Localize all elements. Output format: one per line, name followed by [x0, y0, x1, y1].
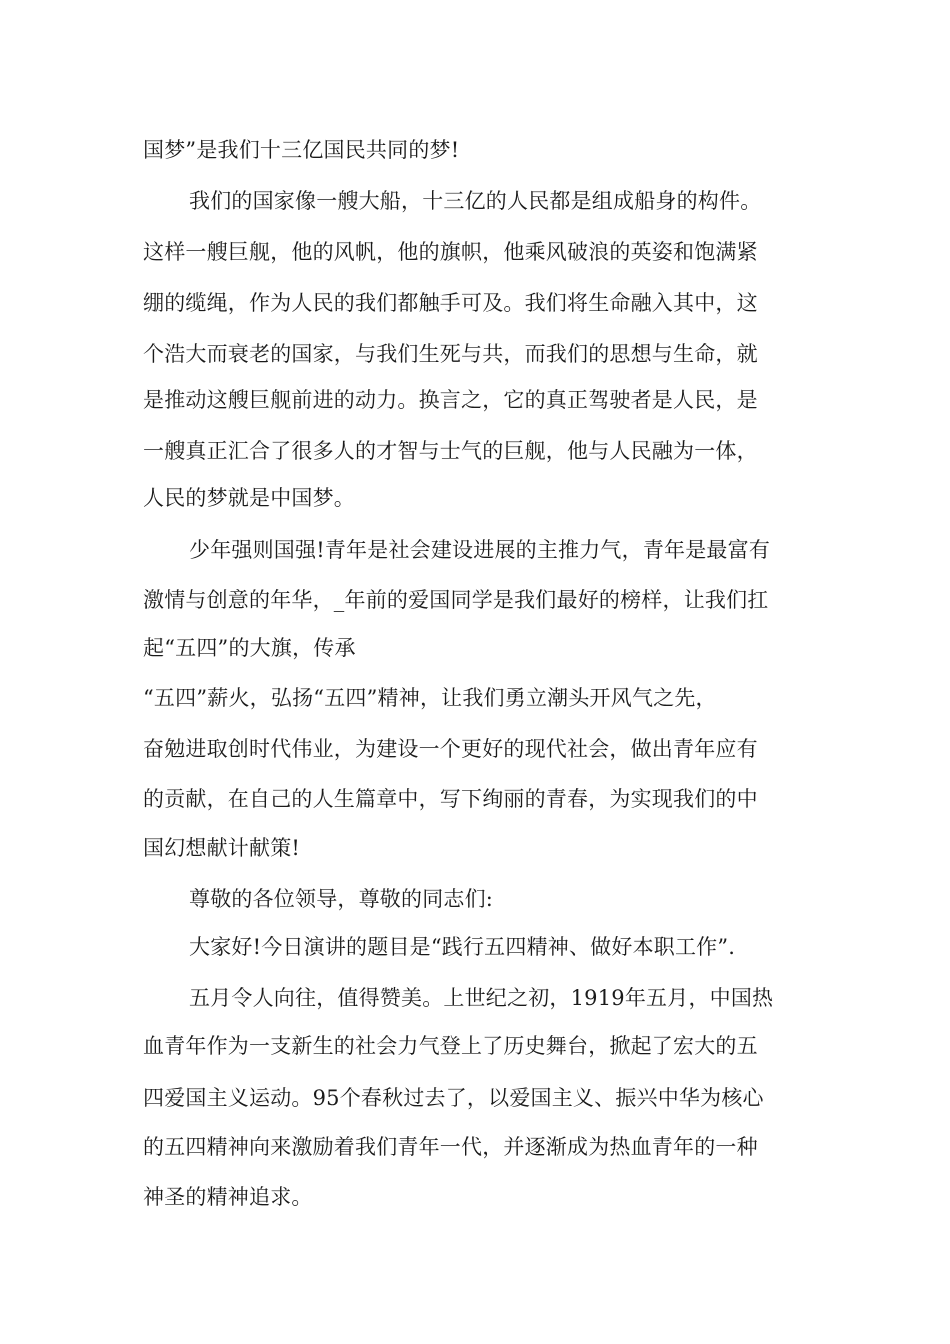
text-line: 奋勉进取创时代伟业，为建设一个更好的现代社会，做出青年应有: [143, 737, 758, 761]
text-line: 的贡献，在自己的人生篇章中，写下绚丽的青春，为实现我们的中: [143, 787, 758, 811]
text-line: 国幻想献计献策!: [143, 836, 301, 860]
text-line: “五四”薪火，弘扬“五四”精神，让我们勇立潮头开风气之先，: [143, 686, 717, 710]
text-line: 国梦”是我们十三亿国民共同的梦!: [143, 138, 460, 162]
text-line: 人民的梦就是中国梦。: [143, 486, 355, 510]
text-line: 一艘真正汇合了很多人的才智与士气的巨舰，他与人民融为一体，: [143, 439, 758, 463]
text-line: 的五四精神向来激励着我们青年一代，并逐渐成为热血青年的一种: [143, 1135, 758, 1159]
text-line: 起“五四”的大旗，传承: [143, 636, 356, 660]
text-line: 少年强则国强!青年是社会建设进展的主推力气，青年是最富有: [189, 538, 771, 562]
text-line: 绷的缆绳，作为人民的我们都触手可及。我们将生命融入其中，这: [143, 291, 758, 315]
text-line: 这样一艘巨舰，他的风帆，他的旗帜，他乘风破浪的英姿和饱满紧: [143, 240, 758, 264]
text-line: 我们的国家像一艘大船，十三亿的人民都是组成船身的构件。: [189, 189, 762, 213]
text-line: 大家好!今日演讲的题目是“践行五四精神、做好本职工作”.: [189, 935, 736, 959]
text-line: 激情与创意的年华，_年前的爱国同学是我们最好的榜样，让我们扛: [143, 588, 769, 612]
text-line: 神圣的精神追求。: [143, 1185, 313, 1209]
text-line: 四爱国主义运动。95个春秋过去了，以爱国主义、振兴中华为核心: [143, 1086, 764, 1110]
text-line: 五月令人向往，值得赞美。上世纪之初，1919年五月，中国热: [189, 986, 774, 1010]
text-line: 血青年作为一支新生的社会力气登上了历史舞台，掀起了宏大的五: [143, 1034, 758, 1058]
text-line: 尊敬的各位领导，尊敬的同志们:: [189, 887, 494, 911]
text-line: 个浩大而衰老的国家，与我们生死与共，而我们的思想与生命，就: [143, 342, 758, 366]
text-line: 是推动这艘巨舰前进的动力。换言之，它的真正驾驶者是人民，是: [143, 388, 758, 412]
